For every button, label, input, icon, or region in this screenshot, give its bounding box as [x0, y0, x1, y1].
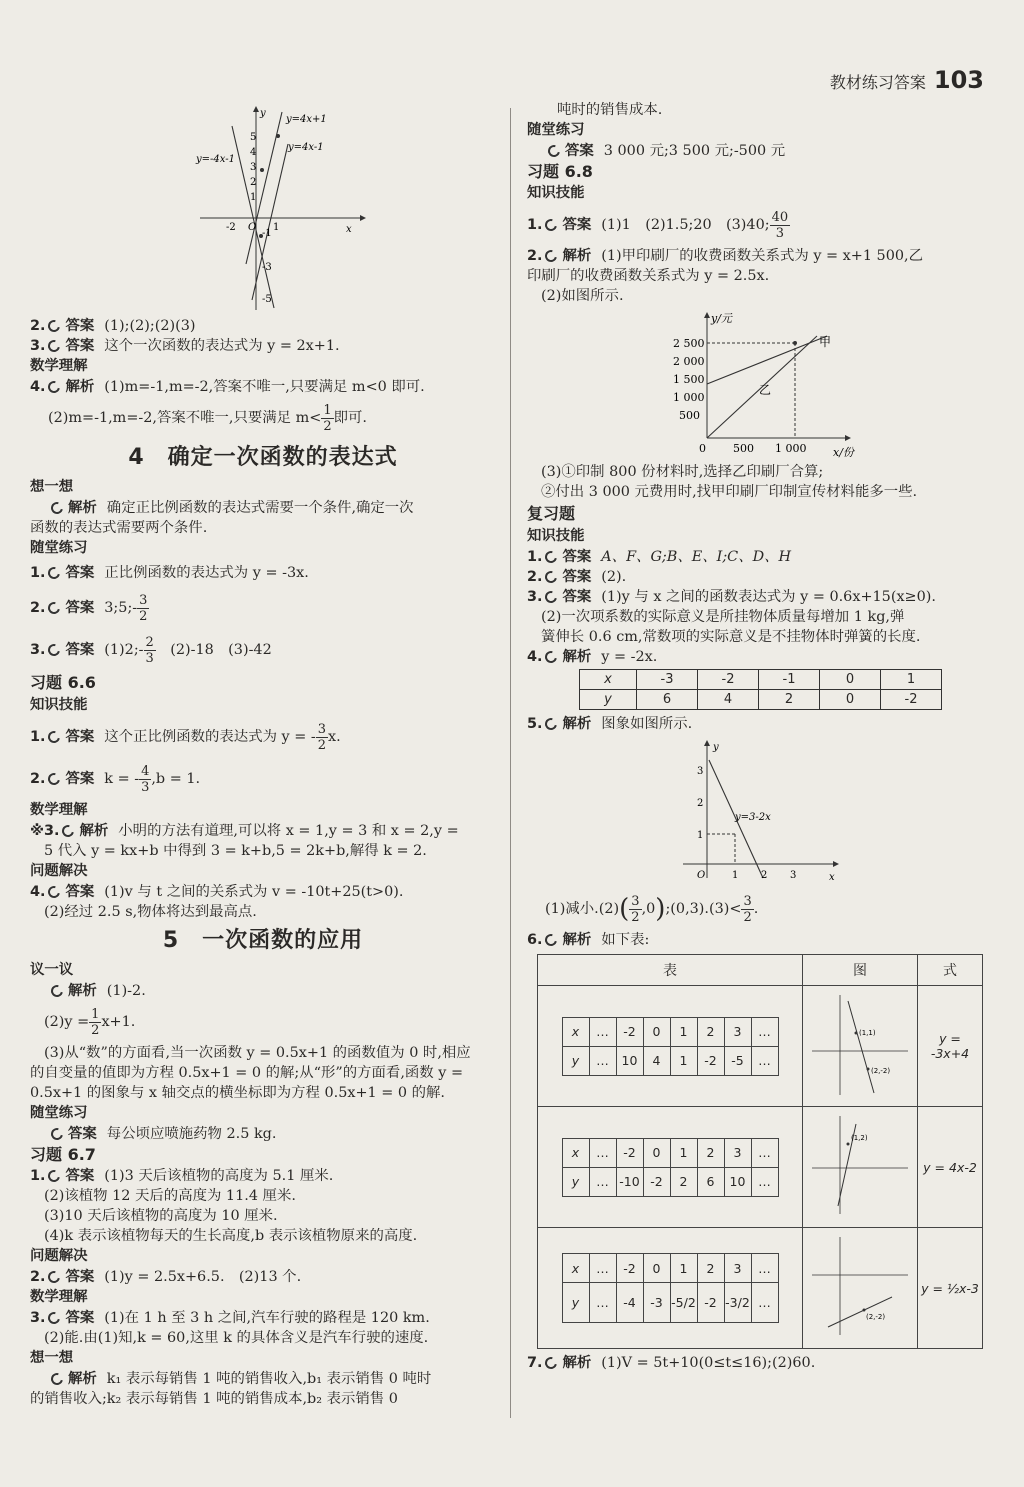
- section-knowledge: 知识技能: [527, 185, 585, 201]
- answer-icon: [543, 932, 559, 948]
- table-row: [538, 1228, 983, 1349]
- fig2-ytick: 2 500: [673, 337, 705, 350]
- value-table: x … -2 0 1 2 3 … y … 10 4 1 -2 -5 …: [562, 1017, 779, 1076]
- answer-3: 3. 答案 这个一次函数的表达式为 y = 2x+1.: [30, 338, 340, 354]
- answer-4: 4. 解析 (1)m=-1,m=-2,答案不唯一,只要满足 m<0 即可.: [30, 379, 425, 395]
- graph-three-lines: [30, 104, 496, 312]
- ex67-answer-1-l3: (3)10 天后该植物的高度为 10 厘米.: [44, 1208, 278, 1224]
- right-column: [527, 100, 989, 1373]
- ex67-answer-4: 解析 k₁ 表示每销售 1 吨的销售收入,b₁ 表示销售 0 吨时: [30, 1369, 496, 1389]
- mini-graph-point: (2,-2): [871, 1067, 891, 1075]
- fig1-label: 1: [273, 222, 280, 233]
- ex67-answer-3: 3. 答案 (1)在 1 h 至 3 h 之间,汽车行驶的路程是 120 km.: [30, 1310, 430, 1326]
- fig1-label: 2: [250, 177, 257, 188]
- section-math-understanding: 数学理解: [30, 802, 88, 818]
- fig2-xtick: 500: [733, 442, 754, 455]
- answer-2: 2. 答案 (1);(2);(2)(3): [30, 318, 196, 334]
- review-answer-1: 1. 答案 A、F、G;B、E、I;C、D、H: [527, 549, 792, 565]
- section-problem-solving: 问题解决: [30, 863, 88, 879]
- header-title: 教材练习答案: [829, 73, 926, 92]
- review-answer-7: 7. 解析 (1)V = 5t+10(0≤t≤16);(2)60.: [527, 1355, 816, 1371]
- discuss-answer-3: (3)从“数”的方面看,当一次函数 y = 0.5x+1 的函数值为 0 时,相应: [44, 1045, 471, 1061]
- fig1-label: 4: [250, 147, 257, 158]
- ex67-answer-3-l2: (2)能.由(1)知,k = 60,这里 k 的具体含义是汽车行驶的速度.: [44, 1330, 429, 1346]
- fig3-label: x: [829, 872, 835, 883]
- ex68-answer-2-l4: (3)①印制 800 份材料时,选择乙印刷厂合算;: [541, 464, 824, 480]
- answer-icon: [46, 884, 62, 900]
- fig1-label: y=-4x-1: [196, 154, 235, 165]
- section-practice: 随堂练习: [527, 122, 585, 138]
- answer-icon: [49, 983, 65, 999]
- ex66-answer-1: 1. 答案 这个正比例函数的表达式为 y = - $\frac{3}{2}$ x.: [30, 721, 341, 753]
- fig1-label: 1: [250, 192, 257, 203]
- formula: y = -3x+4: [918, 986, 983, 1107]
- formula: y = 4x-2: [918, 1107, 983, 1228]
- mini-graph-2: [804, 1110, 916, 1220]
- ex66-answer-3-cont: 5 代入 y = kx+b 中得到 3 = k+b,5 = 2k+b,解得 k = 2.: [44, 843, 427, 859]
- discuss-answer-1: 解析 (1)-2.: [30, 981, 496, 1001]
- fig3-label: 2: [761, 870, 768, 881]
- section-practice: 随堂练习: [30, 1105, 88, 1121]
- fig2-ytick: 2 000: [673, 355, 705, 368]
- answer-icon: [543, 217, 559, 233]
- section-practice: 随堂练习: [30, 540, 88, 556]
- table-row: [538, 1107, 983, 1228]
- discuss-answer-3-cont: 的自变量的值即为方程 0.5x+1 = 0 的解;从“形”的方面看,函数 y =: [30, 1065, 464, 1081]
- section-title-4: 4 确定一次函数的表达式: [128, 445, 398, 470]
- section-knowledge: 知识技能: [527, 528, 585, 544]
- section-exercise-6-6: 习题 6.6: [30, 673, 96, 692]
- answer-icon: [543, 649, 559, 665]
- ex68-answer-1: 1. 答案 (1)1 (2)1.5;20 (3)40; $\frac{40}{3}$: [527, 209, 789, 241]
- section-math-understanding: 数学理解: [30, 1289, 88, 1305]
- answer-icon: [46, 771, 62, 787]
- fig1-label: y=4x-1: [288, 142, 324, 153]
- review-answer-5: 5. 解析 图象如图所示.: [527, 716, 693, 732]
- xy-value-table: [579, 669, 942, 710]
- review-answer-2: 2. 答案 (2).: [527, 569, 627, 585]
- formula: y = ½x-3: [918, 1228, 983, 1349]
- review-answer-5-result: (1)减小.(2)( $\frac{3}{2}$ ,0);(0,3).(3)< $\frac{3}{2}$ .: [545, 893, 759, 925]
- fig2-ytick: 500: [679, 409, 700, 422]
- ex66-answer-4-cont: (2)经过 2.5 s,物体将达到最高点.: [44, 904, 257, 920]
- ex67-answer-2: 2. 答案 (1)y = 2.5x+6.5. (2)13 个.: [30, 1269, 302, 1285]
- section-exercise-6-8: 习题 6.8: [527, 162, 593, 181]
- answer-icon: [46, 600, 62, 616]
- section-discuss: 议一议: [30, 962, 74, 978]
- fig1-label: -5: [262, 294, 272, 305]
- answer-icon: [543, 716, 559, 732]
- value-table: x … -2 0 1 2 3 … y … -10 -2 2 6 10 …: [562, 1138, 779, 1197]
- table-row: [538, 986, 983, 1107]
- answer-icon: [46, 729, 62, 745]
- think-answer: 解析 确定正比例函数的表达式需要一个条件,确定一次: [30, 498, 496, 518]
- col-header-table: 表: [538, 955, 803, 986]
- answer-icon: [46, 379, 62, 395]
- ex68-answer-2: 2. 解析 (1)甲印刷厂的收费函数关系式为 y = x+1 500,乙: [527, 248, 923, 264]
- mini-graph-point: (1,2): [851, 1134, 868, 1142]
- section-exercise-6-7: 习题 6.7: [30, 1145, 96, 1164]
- answer-icon: [543, 248, 559, 264]
- graph-y-3-2x: [527, 738, 989, 884]
- fig1-label: -1: [262, 228, 272, 239]
- discuss-answer-3-cont2: 0.5x+1 的图象与 x 轴交点的横坐标即为方程 0.5x+1 = 0 的解.: [30, 1085, 445, 1101]
- answer-icon: [46, 1168, 62, 1184]
- answer-icon: [46, 642, 62, 658]
- fig1-label: y: [260, 108, 266, 119]
- section-review: 复习题: [527, 504, 576, 523]
- ex66-answer-2: 2. 答案 k = - $\frac{4}{3}$ ,b = 1.: [30, 763, 201, 795]
- practice-answer-1: 1. 答案 正比例函数的表达式为 y = -3x.: [30, 565, 309, 581]
- fig2-xtick: 0: [699, 442, 706, 455]
- answer-icon: [49, 1371, 65, 1387]
- table-header-row: [538, 955, 983, 986]
- review-answer-3-l2: (2)一次项系数的实际意义是所挂物体质量每增加 1 kg,弹: [541, 609, 905, 625]
- fig2-xtick: 1 000: [775, 442, 807, 455]
- col-header-graph: 图: [803, 955, 918, 986]
- answer-icon: [543, 569, 559, 585]
- review-answer-3: 3. 答案 (1)y 与 x 之间的函数表达式为 y = 0.6x+15(x≥0).: [527, 589, 936, 605]
- answer-icon: [46, 565, 62, 581]
- practice-answer-3: 3. 答案 (1)2;- $\frac{2}{3}$ (2)-18 (3)-42: [30, 634, 272, 666]
- fig3-line-label: y=3-2x: [735, 812, 771, 823]
- ex67-answer-1: 1. 答案 (1)3 天后该植物的高度为 5.1 厘米.: [30, 1168, 334, 1184]
- mini-graph-point: (2,-2): [866, 1313, 886, 1321]
- fig1-label: 5: [250, 132, 257, 143]
- fig3-label: 3: [790, 870, 797, 881]
- fig2-ylabel: y/元: [711, 312, 732, 325]
- answer-icon: [49, 1126, 65, 1142]
- ex68-answer-2-l3: (2)如图所示.: [541, 288, 624, 304]
- fig1-label: y=4x+1: [286, 114, 327, 125]
- continuation: 吨时的销售成本.: [557, 102, 663, 118]
- mini-graph-3: [804, 1231, 916, 1341]
- answer-icon: [46, 1269, 62, 1285]
- column-divider: [510, 108, 511, 1418]
- think-answer-cont: 函数的表达式需要两个条件.: [30, 520, 208, 536]
- practice-answer-2: 2. 答案 3;5;- $\frac{3}{2}$: [30, 592, 148, 624]
- ex68-answer-2-l2: 印刷厂的收费函数关系式为 y = 2.5x.: [527, 268, 770, 284]
- fig2-ytick: 1 500: [673, 373, 705, 386]
- col-header-formula: 式: [918, 955, 983, 986]
- left-column: [30, 100, 496, 1409]
- page-number: 103: [933, 66, 984, 94]
- table-graph-formula: [537, 954, 983, 1349]
- section-knowledge: 知识技能: [30, 697, 88, 713]
- answer-icon: [543, 1355, 559, 1371]
- ex66-answer-4: 4. 答案 (1)v 与 t 之间的关系式为 v = -10t+25(t>0).: [30, 884, 404, 900]
- answer-icon: [543, 589, 559, 605]
- fig1-label: x: [346, 224, 352, 235]
- ex66-answer-3: ※3. 解析 小明的方法有道理,可以将 x = 1,y = 3 和 x = 2,y =: [30, 823, 459, 839]
- ex68-answer-2-l5: ②付出 3 000 元费用时,找甲印刷厂印制宣传材料能多一些.: [541, 484, 918, 500]
- ex67-answer-1-l2: (2)该植物 12 天后的高度为 11.4 厘米.: [44, 1188, 296, 1204]
- fig1-label: 3: [250, 162, 257, 173]
- answer-4-part2: (2)m=-1,m=-2,答案不唯一,只要满足 m< $\frac{1}{2}$ 即可.: [48, 402, 367, 434]
- fig3-label: 2: [697, 798, 704, 809]
- mini-graph-1: [804, 989, 916, 1099]
- answer-icon: [46, 338, 62, 354]
- discuss-answer-2: (2)y = $\frac{1}{2}$ x+1.: [44, 1006, 136, 1038]
- page-header: [830, 66, 984, 94]
- ex67-answer-4-cont: 的销售收入;k₂ 表示每销售 1 吨的销售成本,b₂ 表示销售 0: [30, 1391, 398, 1407]
- fig3-label: 3: [697, 766, 704, 777]
- fig3-label: O: [697, 870, 706, 881]
- answer-icon: [543, 549, 559, 565]
- table-row: x -3 -2 -1 0 1: [580, 670, 942, 690]
- section-think: 想一想: [30, 1350, 74, 1366]
- review-answer-6: 6. 解析 如下表:: [527, 932, 650, 948]
- section-problem-solving: 问题解决: [30, 1248, 88, 1264]
- answer-icon: [49, 500, 65, 516]
- fig1-label: -2: [226, 222, 236, 233]
- review-answer-4: 4. 解析 y = -2x.: [527, 649, 658, 665]
- mini-graph-point: (1,1): [859, 1029, 876, 1037]
- fig2-ytick: 1 000: [673, 391, 705, 404]
- review-answer-3-l3: 簧伸长 0.6 cm,常数项的实际意义是不挂物体时弹簧的长度.: [541, 629, 921, 645]
- section-think: 想一想: [30, 479, 74, 495]
- fig2-xlabel: x/份: [833, 446, 854, 458]
- answer-icon: [46, 318, 62, 334]
- fig1-label: -3: [262, 262, 272, 273]
- fig3-label: 1: [697, 830, 704, 841]
- fig2-line-jia: 甲: [819, 335, 832, 349]
- value-table: x … -2 0 1 2 3 … y … -4 -3 -5/2 -2 -3/2 …: [562, 1253, 779, 1323]
- answer-icon: [46, 1310, 62, 1326]
- practice2-answer: 答案 每公顷应喷施药物 2.5 kg.: [30, 1124, 496, 1144]
- section-title-5: 5 一次函数的应用: [162, 928, 364, 953]
- practice-answer: 答案 3 000 元;3 500 元;-500 元: [527, 141, 989, 161]
- table-row: y 6 4 2 0 -2: [580, 690, 942, 710]
- section-math-understanding: 数学理解: [30, 358, 88, 374]
- fig3-label: y: [713, 742, 719, 753]
- fig2-line-yi: 乙: [759, 383, 772, 397]
- fig3-label: 1: [732, 870, 739, 881]
- answer-icon: [546, 143, 562, 159]
- ex67-answer-1-l4: (4)k 表示该植物每天的生长高度,b 表示该植物原来的高度.: [44, 1228, 418, 1244]
- answer-icon: [60, 823, 76, 839]
- fig1-label: O: [248, 222, 257, 233]
- graph-printing-cost: [527, 310, 989, 458]
